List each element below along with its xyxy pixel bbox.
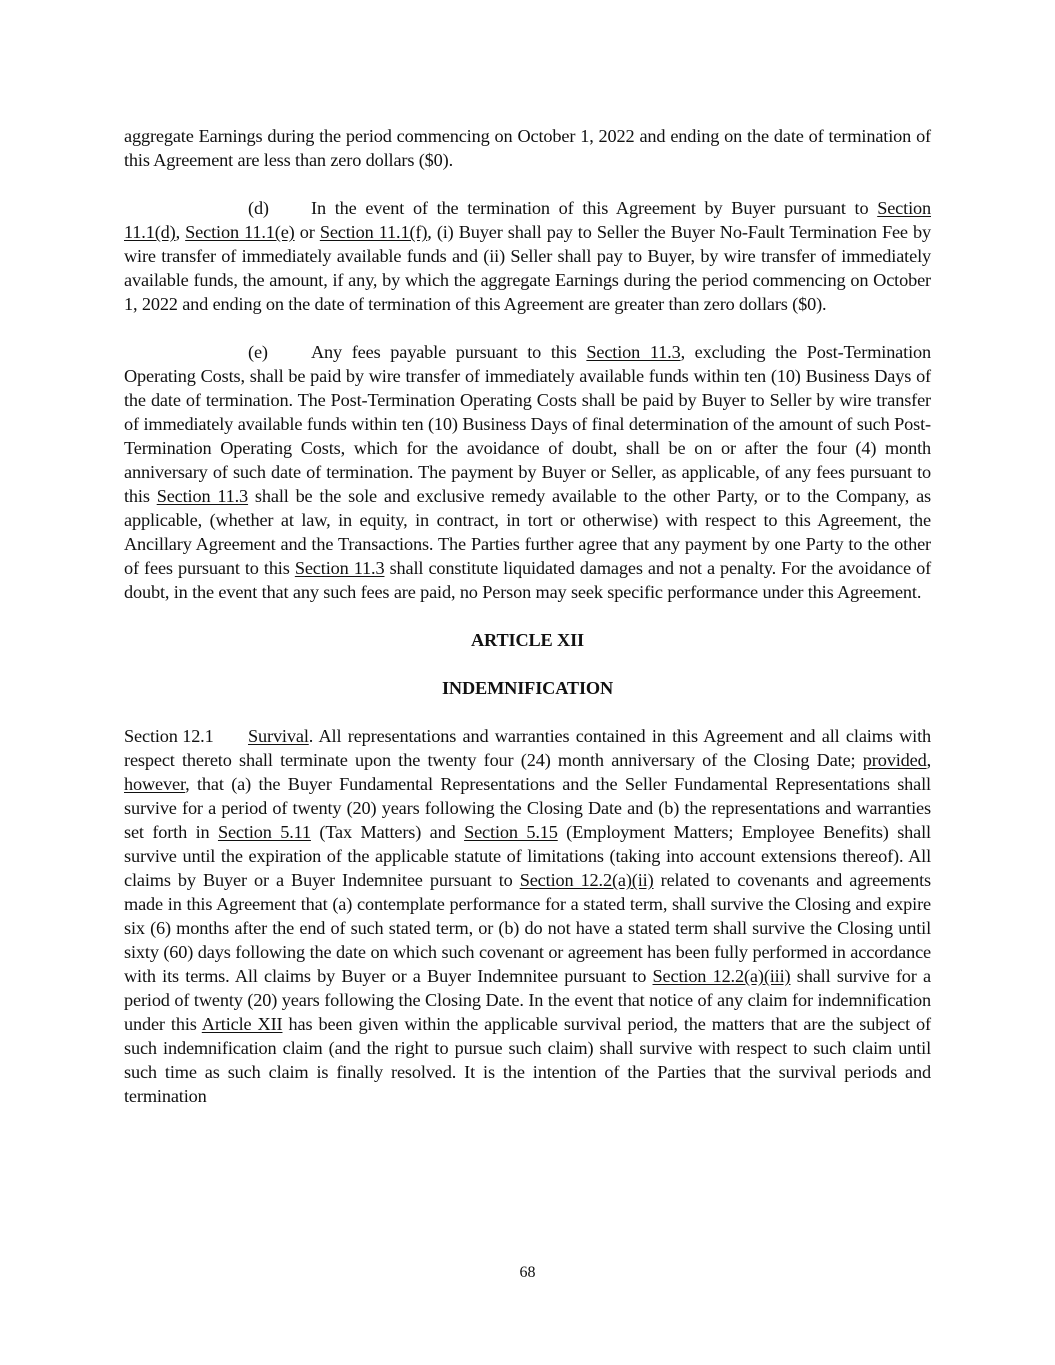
section-text: has been given within the applicable survival period, the matters that are the subject of such indemnification claim (and the right to pursue such claim) shall survive with respect to such claim until such time as such claim is finally resolved. It is the intention of the Parties that the survival periods and termination (124, 1014, 931, 1106)
ref-article-xii[interactable]: Article XII (201, 1014, 283, 1034)
ref-section-11-1-f[interactable]: Section 11.1(f) (319, 222, 428, 242)
ref-section-5-11[interactable]: Section 5.11 (217, 822, 311, 842)
ref-section-11-1-e[interactable]: Section 11.1(e) (185, 222, 295, 242)
paragraph-d-label: (d) (248, 198, 269, 218)
paragraph-d-body: , (i) Buyer shall pay to Seller the Buyer No-Fault Termination Fee by wire transfer of immediately available funds and (ii) Seller shall pay to Buyer, by wire transfer of immediately available funds, the amount, if any, by which the aggregate Earnings during the period commencing on October 1, 2022 and ending on the date of termination of this Agreement are greater than zero dollars ($0). (124, 222, 932, 314)
article-heading: ARTICLE XII (470, 630, 584, 650)
section-12-1 (124, 724, 931, 1108)
article-title: INDEMNIFICATION (441, 678, 614, 698)
separator: , (175, 222, 186, 242)
paragraph-e-label: (e) (248, 342, 268, 362)
ref-section-12-2-a-ii[interactable]: Section 12.2(a)(ii) (519, 870, 654, 890)
page-number: 68 (519, 1264, 536, 1281)
provided-term: provided (862, 750, 927, 770)
spacer (124, 652, 931, 676)
section-text: . All representations and warranties contained in this Agreement and all claims with respect thereto shall terminate upon the twenty four (24) month anniversary of the Closing Date; (124, 726, 931, 770)
section-text: , (926, 750, 931, 770)
continuation-paragraph: aggregate Earnings during the period commencing on October 1, 2022 and ending on the date of termination of this Agreement are less than zero dollars ($0). (124, 126, 931, 170)
spacer (124, 604, 931, 628)
ref-section-11-3[interactable]: Section 11.3 (586, 342, 681, 362)
ref-section-12-2-a-iii[interactable]: Section 12.2(a)(iii) (652, 966, 791, 986)
separator: or (294, 222, 320, 242)
paragraph-d-lead: In the event of the termination of this Agreement by Buyer pursuant to (311, 198, 878, 218)
paragraph-e (124, 340, 931, 604)
paragraph-e-body-1: , excluding the Post-Termination Operating Costs, shall be paid by wire transfer of immediately available funds within ten (10) Business Days of the date of termination. The Post-Termination Operating Costs shall be paid by Buyer to Seller by wire transfer of immediately available funds within ten (10) Business Days of final determination of the amount of such Post-Termination Operating Costs, which for the avoidance of doubt, shall be on or after the four (4) month anniversary of such date of termination. The payment by Buyer or Seller, as applicable, of any fees pursuant to this (124, 342, 931, 506)
section-12-1-title: Survival (248, 726, 309, 746)
section-text: (Employment Matters; Employee Benefits) shall survive until the expiration of the applicable statute of limitations (taking into account extensions thereof). All claims by Buyer or a Buyer Indemnitee pursuant to (124, 822, 931, 890)
section-text: , that (a) the Buyer Fundamental Representations and the Seller Fundamental Representations shall survive for a period of twenty (20) years following the Closing Date and (b) the representations and warranties set forth in (124, 774, 931, 842)
section-12-1-label: Section 12.1 (124, 726, 214, 746)
ref-section-11-3[interactable]: Section 11.3 (294, 558, 385, 578)
ref-section-5-15[interactable]: Section 5.15 (464, 822, 558, 842)
section-text: related to covenants and agreements made in this Agreement that (a) contemplate performance for a stated term, shall survive the Closing and expire six (6) months after the end of such stated term, or (b) do not have a stated term shall survive the Closing until sixty (60) days following the date on which such covenant or agreement has been fully performed in accordance with its terms. All claims by Buyer or a Buyer Indemnitee pursuant to (124, 870, 931, 986)
section-text: (Tax Matters) and (310, 822, 465, 842)
spacer (124, 700, 931, 724)
document-page (124, 124, 931, 1108)
paragraph-e-lead: Any fees payable pursuant to this (311, 342, 587, 362)
spacer (124, 172, 931, 196)
paragraph-e-body-3: shall constitute liquidated damages and not a penalty. For the avoidance of doubt, in the event that any such fees are paid, no Person may seek specific performance under this Agreement. (124, 558, 932, 602)
paragraph-e-body-2: shall be the sole and exclusive remedy available to the other Party, or to the Company, as applicable, (whether at law, in equity, in contract, in tort or otherwise) with respect to this Agreement, the Ancillary Agreement and the Transactions. The Parties further agree that any payment by one Party to the other of fees pursuant to this (124, 486, 932, 578)
however-term: however (124, 774, 186, 794)
paragraph-d (124, 196, 931, 316)
ref-section-11-3[interactable]: Section 11.3 (156, 486, 249, 506)
section-text: shall survive for a period of twenty (20) years following the Closing Date. In the event that notice of any claim for indemnification under this (124, 966, 931, 1034)
spacer (124, 316, 931, 340)
ref-section-11-1-d[interactable]: Section 11.1(d) (124, 198, 931, 242)
